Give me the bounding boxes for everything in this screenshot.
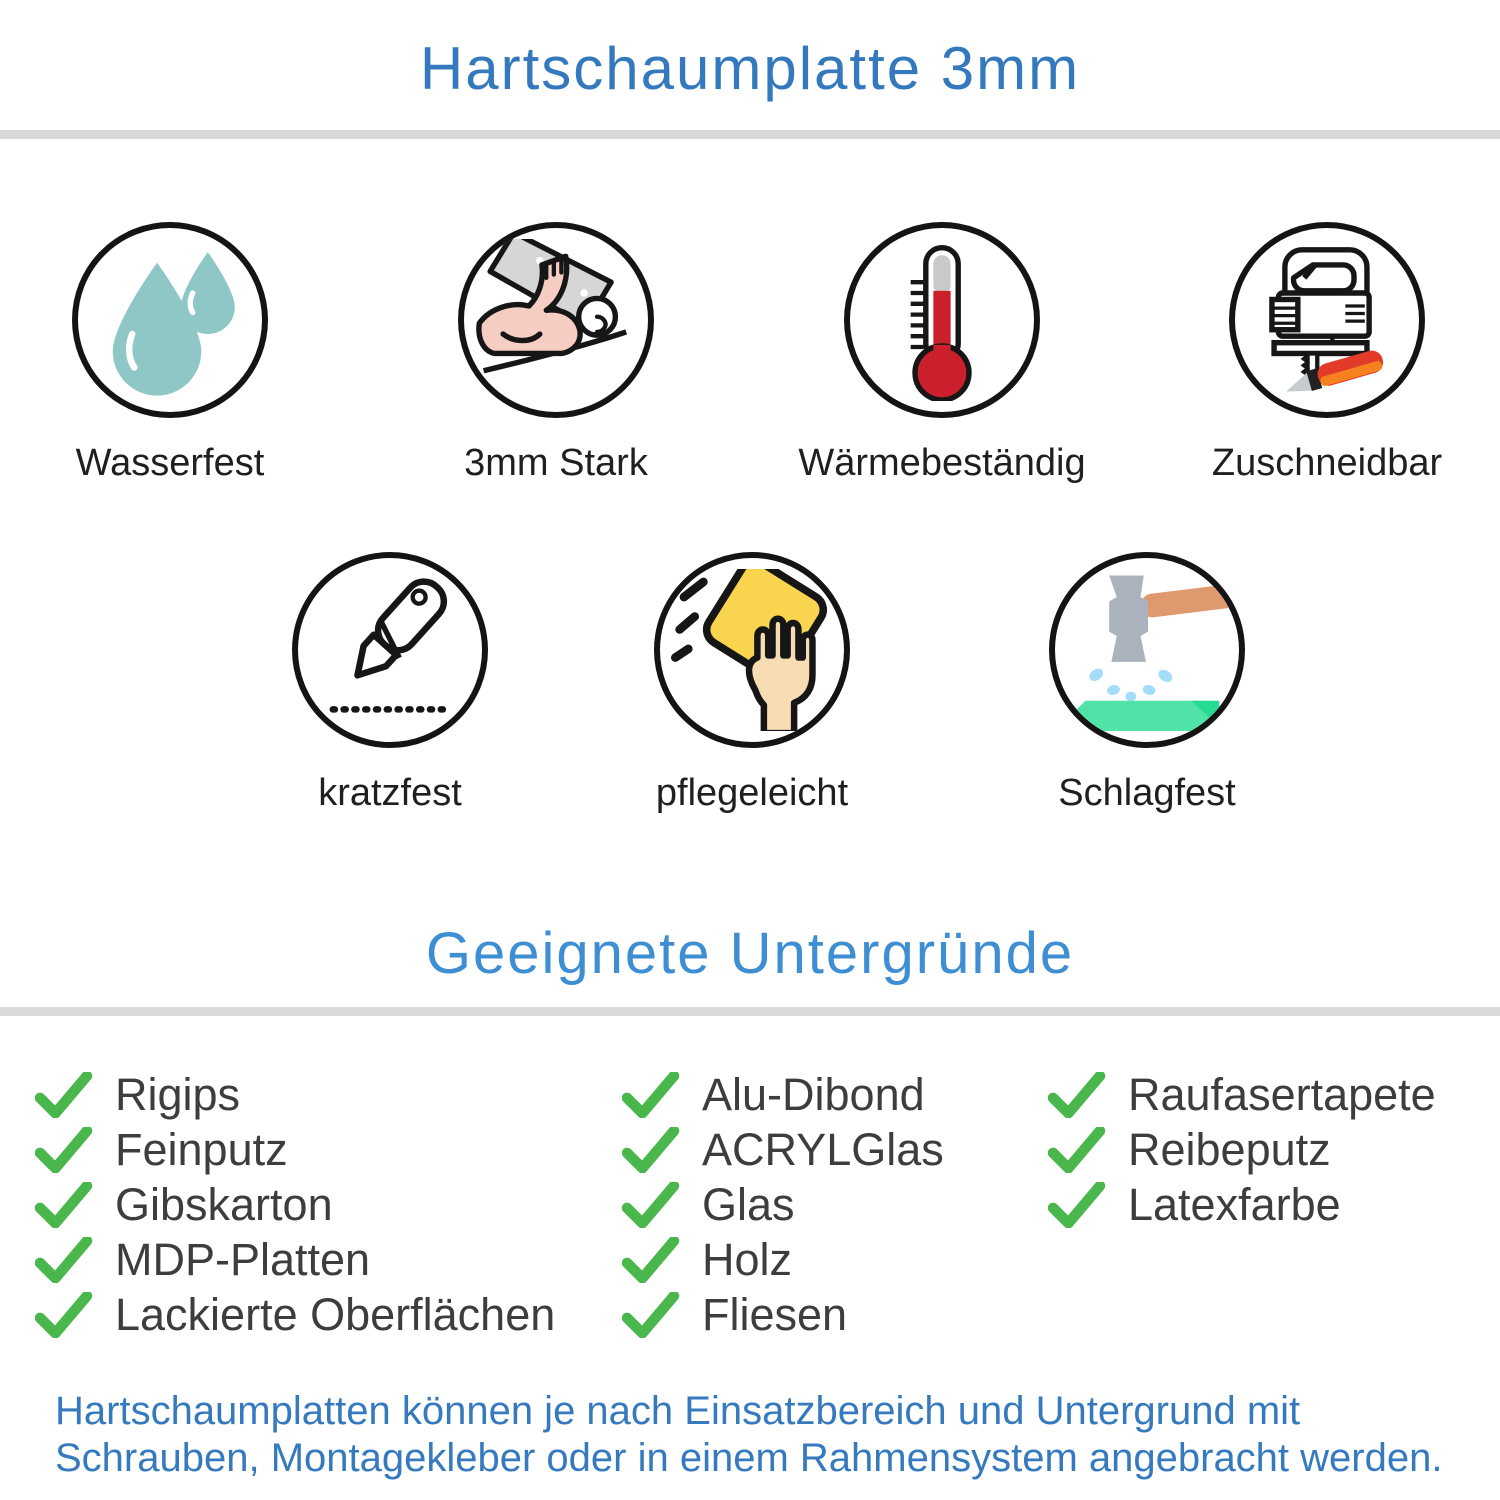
- checkmark-icon: [622, 1237, 680, 1283]
- feature-zuschneidbar: [1157, 222, 1497, 485]
- cleaning-hand-icon: [671, 569, 833, 731]
- checkmark-icon: [35, 1127, 93, 1173]
- list-item-label: MDP-Platten: [115, 1233, 371, 1285]
- checkmark-icon: [622, 1182, 680, 1228]
- divider-bar: [0, 130, 1500, 139]
- list-item: [35, 1177, 555, 1232]
- footer-line-2: Schrauben, Montagekleber oder in einem Rahmensystem angebracht werden.: [55, 1436, 1443, 1480]
- substrates-column-3: [1048, 1067, 1436, 1232]
- list-item-label: ACRYLGlas: [702, 1123, 944, 1175]
- checkmark-icon: [1048, 1072, 1106, 1118]
- checkmark-icon: [1048, 1182, 1106, 1228]
- checkmark-icon: [622, 1072, 680, 1118]
- list-item: [622, 1122, 944, 1177]
- feature-schlagfest: [977, 552, 1317, 815]
- list-item: [622, 1287, 944, 1342]
- checkmark-icon: [35, 1292, 93, 1338]
- substrates-column-1: [35, 1067, 555, 1342]
- list-item: [35, 1287, 555, 1342]
- feature-label: 3mm Stark: [464, 442, 648, 484]
- list-item-label: Reibeputz: [1128, 1123, 1331, 1175]
- list-item-label: Fliesen: [702, 1288, 848, 1340]
- feature-kratzfest: [220, 552, 560, 815]
- list-item-label: Holz: [702, 1233, 793, 1285]
- checkmark-icon: [622, 1127, 680, 1173]
- list-item-label: Gibskarton: [115, 1178, 333, 1230]
- list-item-label: Alu-Dibond: [702, 1068, 925, 1120]
- feature-circle: [654, 552, 850, 748]
- feature-circle: [458, 222, 654, 418]
- feature-circle: [1229, 222, 1425, 418]
- feature-label: Wasserfest: [75, 442, 265, 484]
- divider-bar: [0, 1007, 1500, 1016]
- list-item-label: Raufasertapete: [1128, 1068, 1436, 1120]
- list-item: [1048, 1122, 1436, 1177]
- thermometer-icon: [861, 239, 1023, 401]
- feature-pflegeleicht: [582, 552, 922, 815]
- list-item: [1048, 1067, 1436, 1122]
- hammer-impact-icon: [1066, 569, 1228, 731]
- feature-label: Wärmebeständig: [798, 442, 1086, 484]
- water-drops-icon: [89, 239, 251, 401]
- feature-label: Schlagfest: [1058, 772, 1236, 814]
- list-item: [622, 1232, 944, 1287]
- list-item: [35, 1067, 555, 1122]
- feature-waermebestaendig: [772, 222, 1112, 485]
- list-item: [1048, 1177, 1436, 1232]
- footer-line-1: Hartschaumplatten können je nach Einsatzbereich und Untergrund mit: [55, 1389, 1301, 1433]
- list-item-label: Glas: [702, 1178, 795, 1230]
- feature-circle: [844, 222, 1040, 418]
- page-title: Hartschaumplatte 3mm: [419, 35, 1081, 102]
- checkmark-icon: [1048, 1127, 1106, 1173]
- feature-wasserfest: [0, 222, 340, 485]
- checkmark-icon: [622, 1292, 680, 1338]
- feature-label: pflegeleicht: [655, 772, 849, 814]
- jigsaw-cutter-icon: [1246, 239, 1408, 401]
- list-item-label: Latexfarbe: [1128, 1178, 1341, 1230]
- list-item: [35, 1122, 555, 1177]
- feature-circle: [292, 552, 488, 748]
- list-item: [622, 1067, 944, 1122]
- feature-3mm-stark: [386, 222, 726, 485]
- muscle-arm-roll-icon: [475, 239, 637, 401]
- section-title-substrates: Geeignete Untergründe: [425, 921, 1075, 986]
- feature-circle: [1049, 552, 1245, 748]
- list-item: [35, 1232, 555, 1287]
- checkmark-icon: [35, 1237, 93, 1283]
- substrates-column-2: [622, 1067, 944, 1342]
- checkmark-icon: [35, 1182, 93, 1228]
- list-item-label: Feinputz: [115, 1123, 288, 1175]
- checkmark-icon: [35, 1072, 93, 1118]
- utility-knife-icon: [309, 569, 471, 731]
- feature-label: kratzfest: [318, 772, 462, 814]
- feature-circle: [72, 222, 268, 418]
- list-item-label: Rigips: [115, 1068, 241, 1120]
- list-item: [622, 1177, 944, 1232]
- footer-note: [55, 1388, 1475, 1482]
- feature-label: Zuschneidbar: [1211, 442, 1443, 484]
- list-item-label: Lackierte Oberflächen: [115, 1288, 556, 1340]
